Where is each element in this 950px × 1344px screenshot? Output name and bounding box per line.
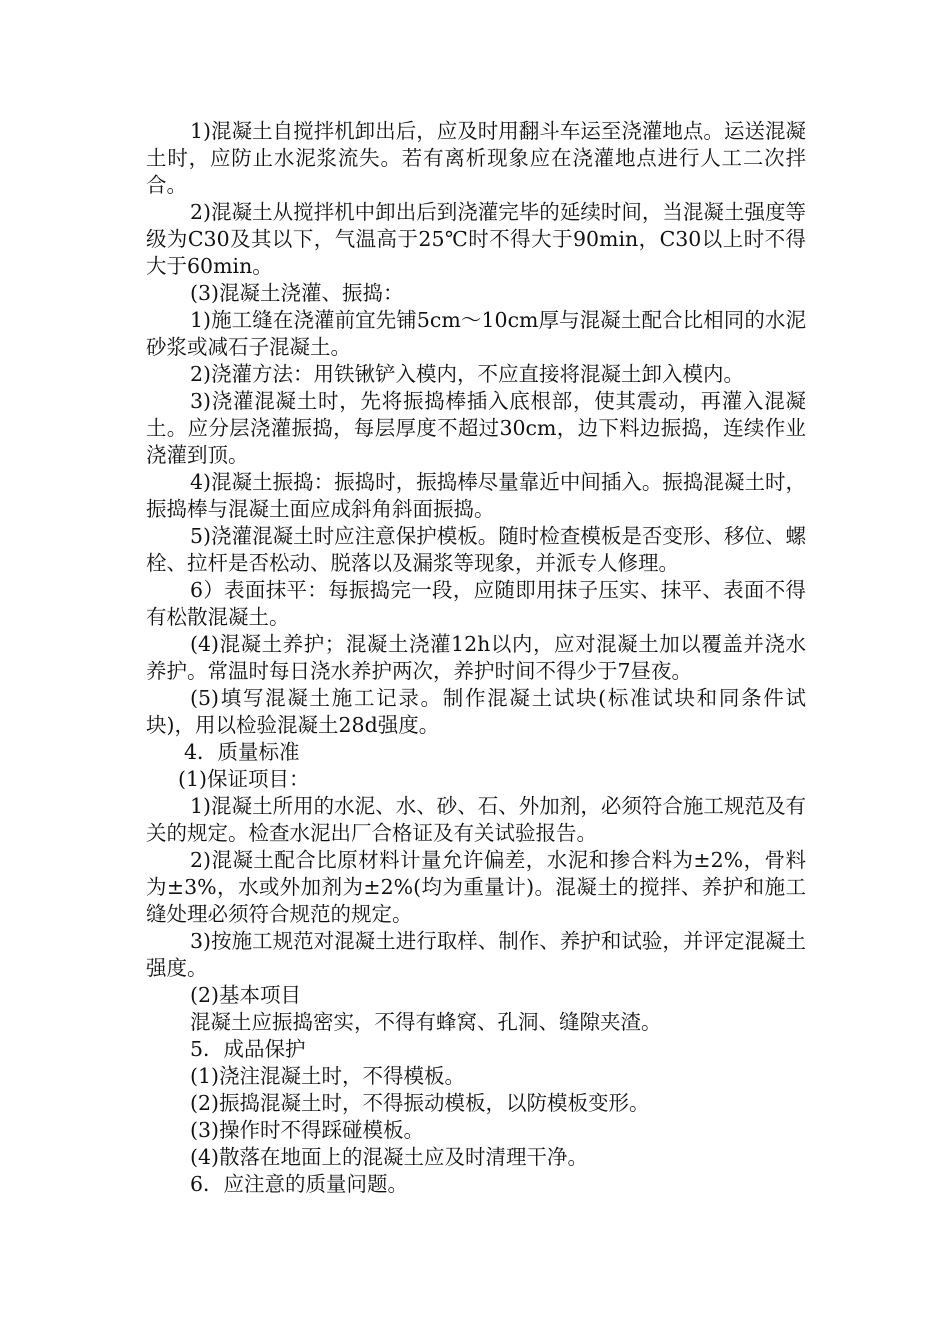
paragraph: 2)混凝土从搅拌机中卸出后到浇灌完毕的延续时间，当混凝土强度等级为C30及其以下，气温高于25℃时不得大于90min，C30以上时不得大于60min。 xyxy=(146,200,806,278)
paragraph: 3)按施工规范对混凝土进行取样、制作、养护和试验，并评定混凝土强度。 xyxy=(146,929,806,980)
document-page xyxy=(146,118,806,1198)
section-heading: (3)混凝土浇灌、振捣： xyxy=(190,281,404,305)
list-item: (3)操作时不得踩碰模板。 xyxy=(190,1118,425,1142)
paragraph: 1)混凝土自搅拌机卸出后，应及时用翻斗车运至浇灌地点。运送混凝土时，应防止水泥浆流失。若有离析现象应在浇灌地点进行人工二次拌合。 xyxy=(146,119,806,197)
section-heading: 4．质量标准 xyxy=(184,740,300,764)
paragraph: 6）表面抹平：每振捣完一段，应随即用抹子压实、抹平、表面不得有松散混凝土。 xyxy=(146,578,806,629)
paragraph: 1)施工缝在浇灌前宜先铺5cm～10cm厚与混凝土配合比相同的水泥砂浆或减石子混凝土。 xyxy=(146,308,806,359)
paragraph: 3)浇灌混凝土时，先将振捣棒插入底根部，使其震动，再灌入混凝土。应分层浇灌振捣，每层厚度不超过30cm，边下料边振捣，连续作业浇灌到顶。 xyxy=(146,389,806,467)
paragraph: 5)浇灌混凝土时应注意保护模板。随时检查模板是否变形、移位、螺栓、拉杆是否松动、脱落以及漏浆等现象，并派专人修理。 xyxy=(146,524,806,575)
subsection-heading: (1)保证项目： xyxy=(178,767,310,791)
paragraph: (4)混凝土养护；混凝土浇灌12h以内，应对混凝土加以覆盖并浇水养护。常温时每日浇水养护两次，养护时间不得少于7昼夜。 xyxy=(146,632,806,683)
paragraph: 混凝土应振捣密实，不得有蜂窝、孔洞、缝隙夹渣。 xyxy=(190,1010,662,1034)
paragraph: (5)填写混凝土施工记录。制作混凝土试块(标准试块和同条件试块)，用以检验混凝土28d强度。 xyxy=(146,686,806,737)
paragraph: 2)混凝土配合比原材料计量允许偏差，水泥和掺合料为±2%，骨料为±3%，水或外加剂为±2%(均为重量计)。混凝土的搅拌、养护和施工缝处理必须符合规范的规定。 xyxy=(146,848,806,926)
list-item: (4)散落在地面上的混凝土应及时清理干净。 xyxy=(190,1145,589,1169)
list-item: (1)浇注混凝土时，不得模板。 xyxy=(190,1064,466,1088)
paragraph: 1)混凝土所用的水泥、水、砂、石、外加剂，必须符合施工规范及有关的规定。检查水泥出厂合格证及有关试验报告。 xyxy=(146,794,806,845)
list-item: (2)振捣混凝土时，不得振动模板，以防模板变形。 xyxy=(190,1091,650,1115)
subsection-heading: (2)基本项目 xyxy=(190,983,302,1007)
section-heading: 5．成品保护 xyxy=(190,1037,306,1061)
paragraph: 4)混凝土振捣：振捣时，振捣棒尽量靠近中间插入。振捣混凝土时，振捣棒与混凝土面应成斜角斜面振捣。 xyxy=(146,470,806,521)
section-heading: 6．应注意的质量问题。 xyxy=(190,1172,409,1196)
paragraph: 2)浇灌方法：用铁锹铲入模内，不应直接将混凝土卸入模内。 xyxy=(190,362,745,386)
